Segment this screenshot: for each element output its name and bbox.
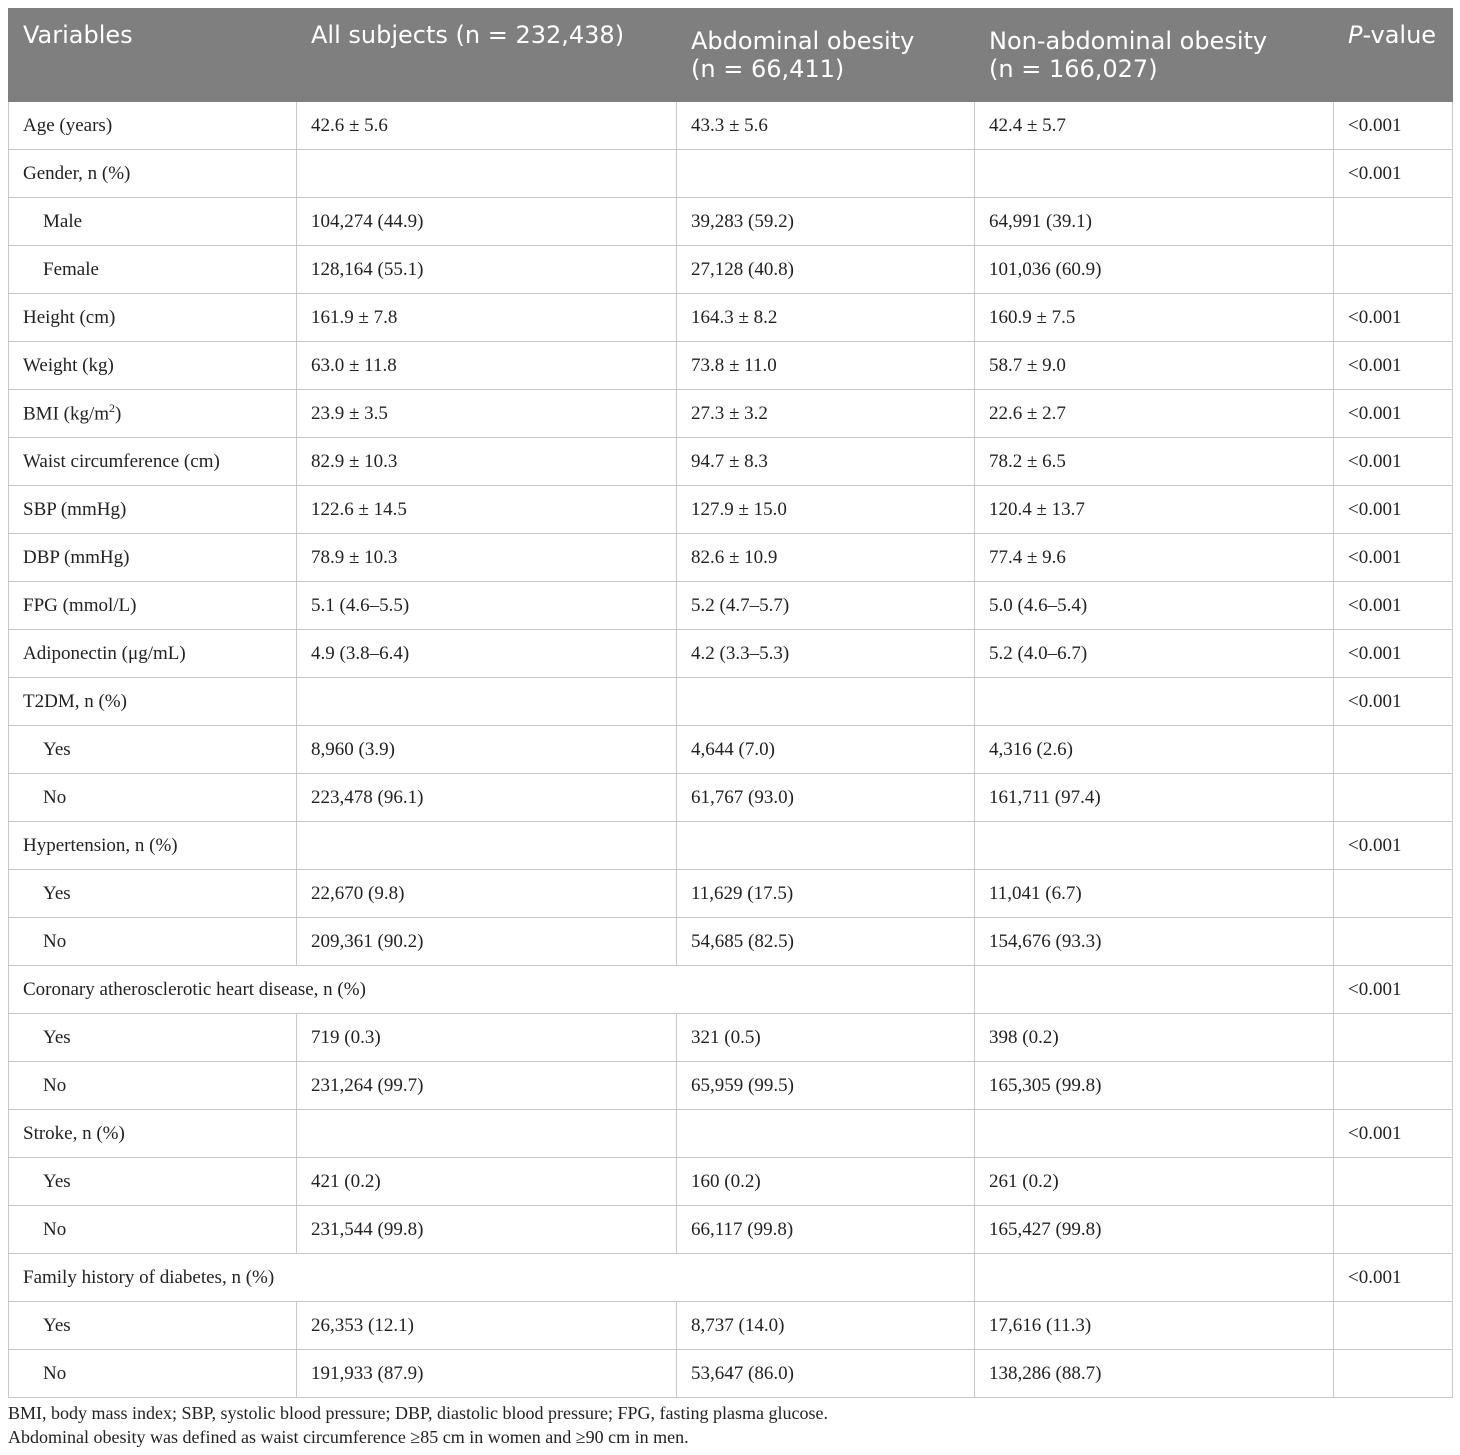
- cell-abdominal: [677, 150, 975, 198]
- cell-non-abdominal: 120.4 ± 13.7: [975, 486, 1334, 534]
- cell-all: 82.9 ± 10.3: [297, 438, 677, 486]
- table-row: [9, 102, 1453, 150]
- table-header-row: [9, 9, 1453, 102]
- header-non-abdominal-line2: (n = 166,027): [989, 55, 1158, 83]
- cell-non-abdominal: 5.0 (4.6–5.4): [975, 582, 1334, 630]
- cell-non-abdominal: 138,286 (88.7): [975, 1350, 1334, 1398]
- row-label: No: [9, 1350, 297, 1398]
- row-label: No: [9, 774, 297, 822]
- row-label: Family history of diabetes, n (%): [9, 1254, 975, 1302]
- cell-non-abdominal: 161,711 (97.4): [975, 774, 1334, 822]
- cell-non-abdominal: [975, 678, 1334, 726]
- cell-abdominal: 8,737 (14.0): [677, 1302, 975, 1350]
- cell-p-value: [1334, 1206, 1453, 1254]
- cell-p-value: <0.001: [1334, 486, 1453, 534]
- cell-abdominal: 11,629 (17.5): [677, 870, 975, 918]
- cell-all: [297, 678, 677, 726]
- cell-p-value: [1334, 918, 1453, 966]
- row-label: Gender, n (%): [9, 150, 297, 198]
- cell-p-value: <0.001: [1334, 390, 1453, 438]
- cell-abdominal: [677, 822, 975, 870]
- table-row: [9, 1062, 1453, 1110]
- cell-non-abdominal: [975, 822, 1334, 870]
- cell-all: 42.6 ± 5.6: [297, 102, 677, 150]
- cell-abdominal: 53,647 (86.0): [677, 1350, 975, 1398]
- cell-all: 231,544 (99.8): [297, 1206, 677, 1254]
- cell-non-abdominal: 101,036 (60.9): [975, 246, 1334, 294]
- cell-all: 8,960 (3.9): [297, 726, 677, 774]
- row-label: DBP (mmHg): [9, 534, 297, 582]
- cell-non-abdominal: 165,427 (99.8): [975, 1206, 1334, 1254]
- header-p-rest: -value: [1362, 21, 1437, 49]
- cell-all: 23.9 ± 3.5: [297, 390, 677, 438]
- row-label: No: [9, 918, 297, 966]
- table-row: [9, 150, 1453, 198]
- cell-non-abdominal: 64,991 (39.1): [975, 198, 1334, 246]
- cell-abdominal: 54,685 (82.5): [677, 918, 975, 966]
- table-row: [9, 198, 1453, 246]
- cell-p-value: <0.001: [1334, 294, 1453, 342]
- cell-non-abdominal: 78.2 ± 6.5: [975, 438, 1334, 486]
- cell-abdominal: 39,283 (59.2): [677, 198, 975, 246]
- header-abdominal-obesity: [677, 9, 975, 102]
- cell-p-value: [1334, 1302, 1453, 1350]
- cell-abdominal: 65,959 (99.5): [677, 1062, 975, 1110]
- cell-p-value: <0.001: [1334, 678, 1453, 726]
- table-row: [9, 1302, 1453, 1350]
- cell-non-abdominal: 261 (0.2): [975, 1158, 1334, 1206]
- row-label: No: [9, 1206, 297, 1254]
- cell-all: 191,933 (87.9): [297, 1350, 677, 1398]
- cell-p-value: <0.001: [1334, 1254, 1453, 1302]
- header-non-abdominal-obesity: [975, 9, 1334, 102]
- row-label: Coronary atherosclerotic heart disease, n (%): [9, 966, 975, 1014]
- cell-p-value: <0.001: [1334, 966, 1453, 1014]
- cell-all: 122.6 ± 14.5: [297, 486, 677, 534]
- row-label: No: [9, 1062, 297, 1110]
- table-row: [9, 678, 1453, 726]
- cell-abdominal: 94.7 ± 8.3: [677, 438, 975, 486]
- cell-p-value: <0.001: [1334, 438, 1453, 486]
- cell-abdominal: 27,128 (40.8): [677, 246, 975, 294]
- table-row: [9, 726, 1453, 774]
- row-label: Yes: [9, 726, 297, 774]
- cell-non-abdominal: 58.7 ± 9.0: [975, 342, 1334, 390]
- table-row: [9, 870, 1453, 918]
- cell-non-abdominal: 165,305 (99.8): [975, 1062, 1334, 1110]
- footnote-definition: Abdominal obesity was defined as waist circumference ≥85 cm in women and ≥90 cm in men.: [8, 1427, 689, 1447]
- row-label: T2DM, n (%): [9, 678, 297, 726]
- table-row: [9, 246, 1453, 294]
- cell-all: 26,353 (12.1): [297, 1302, 677, 1350]
- cell-all: 209,361 (90.2): [297, 918, 677, 966]
- cell-non-abdominal: 154,676 (93.3): [975, 918, 1334, 966]
- cell-non-abdominal: 11,041 (6.7): [975, 870, 1334, 918]
- row-label: Waist circumference (cm): [9, 438, 297, 486]
- cell-all: 104,274 (44.9): [297, 198, 677, 246]
- cell-abdominal: 66,117 (99.8): [677, 1206, 975, 1254]
- cell-abdominal: 73.8 ± 11.0: [677, 342, 975, 390]
- table-row: [9, 294, 1453, 342]
- cell-abdominal: 160 (0.2): [677, 1158, 975, 1206]
- footnote-abbreviations: BMI, body mass index; SBP, systolic blood pressure; DBP, diastolic blood pressure; FPG, fasting plasma glucose.: [8, 1403, 828, 1423]
- cell-abdominal: 43.3 ± 5.6: [677, 102, 975, 150]
- row-label: Male: [9, 198, 297, 246]
- cell-abdominal: 5.2 (4.7–5.7): [677, 582, 975, 630]
- bmi-label-superscript: 2: [109, 401, 116, 416]
- cell-abdominal: 321 (0.5): [677, 1014, 975, 1062]
- cell-abdominal: 127.9 ± 15.0: [677, 486, 975, 534]
- table-row: [9, 486, 1453, 534]
- row-label: Adiponectin (μg/mL): [9, 630, 297, 678]
- header-p-italic: P: [1348, 21, 1363, 49]
- baseline-characteristics-table: [8, 8, 1453, 1398]
- cell-non-abdominal: 5.2 (4.0–6.7): [975, 630, 1334, 678]
- table-row: [9, 1254, 1453, 1302]
- cell-non-abdominal: 77.4 ± 9.6: [975, 534, 1334, 582]
- row-label: Height (cm): [9, 294, 297, 342]
- cell-p-value: <0.001: [1334, 582, 1453, 630]
- table-row: [9, 1350, 1453, 1398]
- cell-abdominal: [677, 1110, 975, 1158]
- cell-all: [297, 1110, 677, 1158]
- table-row: [9, 918, 1453, 966]
- header-abdominal-line1: Abdominal obesity: [691, 27, 915, 55]
- cell-abdominal: 82.6 ± 10.9: [677, 534, 975, 582]
- table-footnotes: [8, 1401, 828, 1449]
- row-label: [9, 390, 297, 438]
- cell-non-abdominal: [975, 966, 1334, 1014]
- cell-abdominal: 4.2 (3.3–5.3): [677, 630, 975, 678]
- cell-non-abdominal: [975, 1110, 1334, 1158]
- header-all-subjects: All subjects (n = 232,438): [297, 9, 677, 102]
- row-label: Yes: [9, 870, 297, 918]
- cell-p-value: <0.001: [1334, 630, 1453, 678]
- cell-p-value: [1334, 1350, 1453, 1398]
- bmi-label-close: ): [115, 403, 122, 425]
- row-label: Age (years): [9, 102, 297, 150]
- bmi-label-text: BMI (kg/m: [23, 403, 110, 425]
- cell-p-value: [1334, 1014, 1453, 1062]
- cell-p-value: [1334, 1158, 1453, 1206]
- table-row: [9, 534, 1453, 582]
- table-row: [9, 390, 1453, 438]
- cell-p-value: [1334, 774, 1453, 822]
- cell-all: 161.9 ± 7.8: [297, 294, 677, 342]
- cell-all: 22,670 (9.8): [297, 870, 677, 918]
- row-label: Yes: [9, 1302, 297, 1350]
- row-label: Female: [9, 246, 297, 294]
- row-label: Yes: [9, 1158, 297, 1206]
- cell-non-abdominal: 4,316 (2.6): [975, 726, 1334, 774]
- header-non-abdominal-line1: Non-abdominal obesity: [989, 27, 1268, 55]
- cell-non-abdominal: [975, 1254, 1334, 1302]
- cell-p-value: <0.001: [1334, 102, 1453, 150]
- cell-non-abdominal: [975, 150, 1334, 198]
- cell-p-value: [1334, 246, 1453, 294]
- header-abdominal-line2: (n = 66,411): [691, 55, 845, 83]
- cell-abdominal: 27.3 ± 3.2: [677, 390, 975, 438]
- cell-abdominal: 61,767 (93.0): [677, 774, 975, 822]
- header-variables: Variables: [9, 9, 297, 102]
- cell-abdominal: 4,644 (7.0): [677, 726, 975, 774]
- cell-all: 128,164 (55.1): [297, 246, 677, 294]
- cell-p-value: <0.001: [1334, 822, 1453, 870]
- table-row: [9, 582, 1453, 630]
- header-p-value: [1334, 9, 1453, 102]
- row-label: Yes: [9, 1014, 297, 1062]
- table-row: [9, 1110, 1453, 1158]
- table-row: [9, 1014, 1453, 1062]
- table-row: [9, 630, 1453, 678]
- cell-abdominal: 164.3 ± 8.2: [677, 294, 975, 342]
- table-row: [9, 822, 1453, 870]
- cell-p-value: <0.001: [1334, 342, 1453, 390]
- table-row: [9, 966, 1453, 1014]
- cell-all: 421 (0.2): [297, 1158, 677, 1206]
- row-label: FPG (mmol/L): [9, 582, 297, 630]
- cell-non-abdominal: 17,616 (11.3): [975, 1302, 1334, 1350]
- cell-all: [297, 150, 677, 198]
- cell-all: 223,478 (96.1): [297, 774, 677, 822]
- cell-all: 231,264 (99.7): [297, 1062, 677, 1110]
- table-row: [9, 774, 1453, 822]
- table-row: [9, 1206, 1453, 1254]
- row-label: Weight (kg): [9, 342, 297, 390]
- cell-p-value: [1334, 198, 1453, 246]
- cell-p-value: [1334, 870, 1453, 918]
- cell-non-abdominal: 398 (0.2): [975, 1014, 1334, 1062]
- cell-all: 63.0 ± 11.8: [297, 342, 677, 390]
- table-row: [9, 438, 1453, 486]
- cell-all: 4.9 (3.8–6.4): [297, 630, 677, 678]
- cell-all: 719 (0.3): [297, 1014, 677, 1062]
- cell-p-value: [1334, 726, 1453, 774]
- cell-p-value: <0.001: [1334, 1110, 1453, 1158]
- table-row: [9, 342, 1453, 390]
- row-label: Stroke, n (%): [9, 1110, 297, 1158]
- cell-abdominal: [677, 678, 975, 726]
- row-label: SBP (mmHg): [9, 486, 297, 534]
- cell-all: 78.9 ± 10.3: [297, 534, 677, 582]
- cell-non-abdominal: 160.9 ± 7.5: [975, 294, 1334, 342]
- cell-non-abdominal: 42.4 ± 5.7: [975, 102, 1334, 150]
- cell-all: [297, 822, 677, 870]
- cell-all: 5.1 (4.6–5.5): [297, 582, 677, 630]
- cell-p-value: <0.001: [1334, 534, 1453, 582]
- row-label: Hypertension, n (%): [9, 822, 297, 870]
- cell-p-value: <0.001: [1334, 150, 1453, 198]
- table-row: [9, 1158, 1453, 1206]
- cell-non-abdominal: 22.6 ± 2.7: [975, 390, 1334, 438]
- cell-p-value: [1334, 1062, 1453, 1110]
